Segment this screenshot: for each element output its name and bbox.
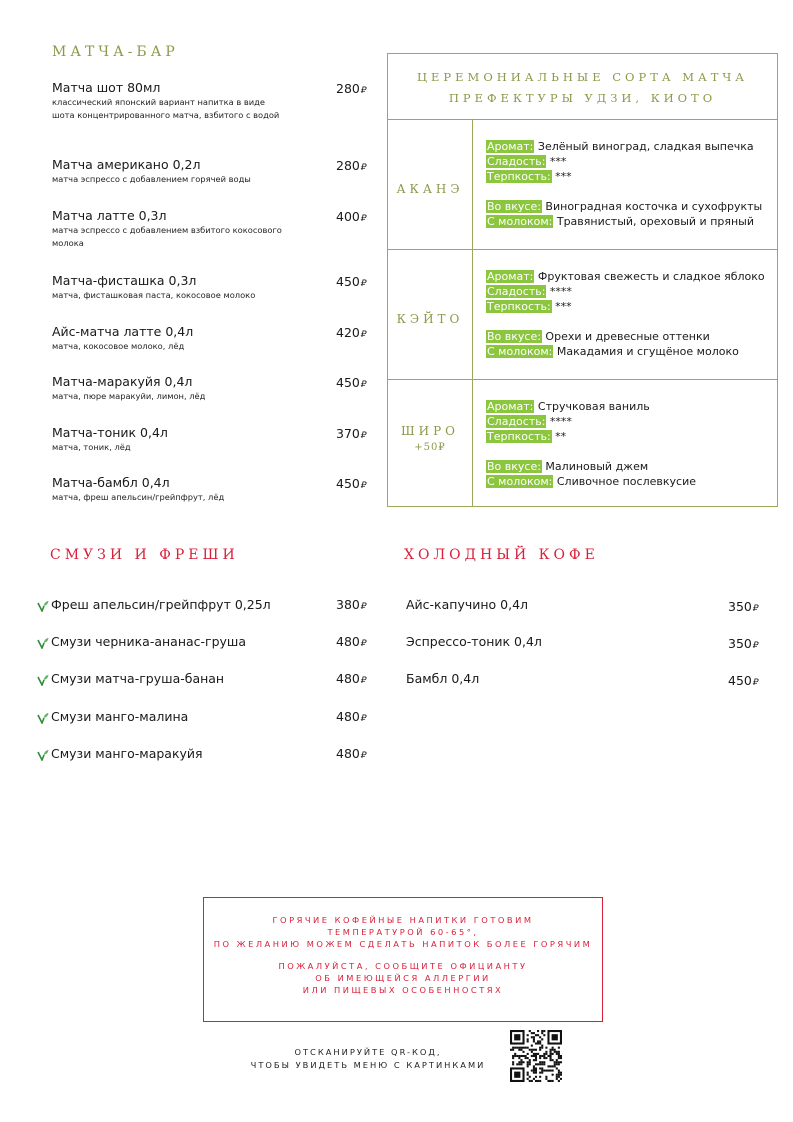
coffee-name: Бамбл 0,4л [406, 671, 480, 686]
item-description: матча эспрессо с добавлением взбитого кокосового молока [52, 225, 282, 248]
with-milk [486, 474, 696, 489]
matcha-item [52, 475, 372, 504]
item-price: 280₽ [336, 158, 367, 173]
item-price: 450₽ [336, 476, 367, 491]
currency-sign: ₽ [360, 279, 367, 289]
item-description: матча, тоник, лёд [52, 442, 131, 452]
smoothie-price: 480₽ [336, 709, 367, 724]
item-price: 450₽ [336, 274, 367, 289]
with-milk [486, 214, 762, 229]
coffee-price: 350₽ [728, 599, 759, 614]
matcha-bar-title: МАТЧА-БАР [52, 44, 179, 60]
sweetness-label: Сладость: [487, 285, 546, 298]
astringency-value: *** [551, 170, 572, 183]
taste [486, 329, 765, 344]
aroma-label: Аромат: [487, 140, 534, 153]
currency-sign: ₽ [360, 714, 367, 724]
sort-name: ШИРО [400, 424, 460, 438]
aroma-label: Аромат: [487, 400, 534, 413]
item-name: Матча-тоник 0,4л [52, 425, 168, 440]
matcha-item [52, 157, 372, 186]
matcha-item [52, 374, 372, 403]
vegan-leaf-icon [37, 674, 49, 686]
taste-label: Во вкусе: [487, 330, 541, 343]
item-description: матча, фреш апельсин/грейпфрут, лёд [52, 492, 225, 502]
taste [486, 459, 696, 474]
coffee-price: 450₽ [728, 673, 759, 688]
item-name: Матча-бамбл 0,4л [52, 475, 170, 490]
item-description: матча, кокосовое молоко, лёд [52, 341, 185, 351]
notice-line: ПО ЖЕЛАНИЮ МОЖЕМ СДЕЛАТЬ НАПИТОК БОЛЕЕ ГОРЯЧИМ [213, 939, 593, 949]
matcha-item [52, 425, 372, 454]
astringency [486, 299, 765, 314]
astringency-label: Терпкость: [487, 300, 551, 313]
taste [486, 199, 762, 214]
with-milk-label: С молоком: [487, 475, 553, 488]
notice-line: ГОРЯЧИЕ КОФЕЙНЫЕ НАПИТКИ ГОТОВИМ [272, 915, 534, 925]
item-price: 280₽ [336, 81, 367, 96]
smoothie-price: 480₽ [336, 746, 367, 761]
astringency [486, 169, 762, 184]
qr-caption [243, 1046, 493, 1072]
with-milk-value: Макадамия и сгущёное молоко [553, 345, 739, 358]
taste-label: Во вкусе: [487, 460, 541, 473]
currency-sign: ₽ [360, 481, 367, 491]
ceremonial-sort-row [388, 120, 777, 249]
sweetness-label: Сладость: [487, 155, 546, 168]
item-name: Матча-маракуйя 0,4л [52, 374, 193, 389]
coffee-price: 350₽ [728, 636, 759, 651]
aroma-label: Аромат: [487, 270, 534, 283]
coffee-name: Айс-капучино 0,4л [406, 597, 529, 612]
taste-value: Орехи и древесные оттенки [541, 330, 710, 343]
sort-description [486, 139, 762, 229]
smoothie-price: 480₽ [336, 634, 367, 649]
sweetness-value: **** [546, 415, 572, 428]
with-milk [486, 344, 765, 359]
with-milk-value: Травянистый, ореховый и пряный [553, 215, 755, 228]
matcha-item [52, 324, 372, 353]
item-description: матча, пюре маракуйи, лимон, лёд [52, 391, 206, 401]
aroma [486, 139, 762, 154]
aroma-value: Стручковая ваниль [534, 400, 650, 413]
matcha-item [52, 80, 372, 122]
vegan-leaf-icon [37, 712, 49, 724]
qr-caption-line1: ОТСКАНИРУЙТЕ QR-КОД, [294, 1047, 442, 1057]
currency-sign: ₽ [360, 602, 367, 612]
ceremonial-sort-row [388, 379, 777, 507]
smoothies-title: СМУЗИ И ФРЕШИ [50, 547, 239, 563]
item-price: 420₽ [336, 325, 367, 340]
sweetness [486, 414, 696, 429]
currency-sign: ₽ [360, 214, 367, 224]
aroma-value: Зелёный виноград, сладкая выпечка [534, 140, 754, 153]
sweetness-label: Сладость: [487, 415, 546, 428]
item-name: Матча шот 80мл [52, 80, 161, 95]
sort-name-cell [388, 120, 473, 249]
ceremonial-title-line1: ЦЕРЕМОНИАЛЬНЫЕ СОРТА МАТЧА [416, 70, 749, 84]
currency-sign: ₽ [752, 604, 759, 614]
astringency-value: ** [551, 430, 567, 443]
vegan-leaf-icon [37, 600, 49, 612]
currency-sign: ₽ [360, 751, 367, 761]
taste-value: Малиновый джем [541, 460, 649, 473]
aroma-value: Фруктовая свежесть и сладкое яблоко [534, 270, 765, 283]
astringency-value: *** [551, 300, 572, 313]
sort-name: АКАНЭ [396, 182, 464, 196]
hot-drinks-notice [204, 914, 602, 950]
coffee-name: Эспрессо-тоник 0,4л [406, 634, 542, 649]
currency-sign: ₽ [360, 163, 367, 173]
aroma [486, 399, 696, 414]
notice-line: ТЕМПЕРАТУРОЙ 60-65°, [327, 927, 479, 937]
astringency [486, 429, 696, 444]
notice-line: ИЛИ ПИЩЕВЫХ ОСОБЕННОСТЯХ [302, 985, 504, 995]
sweetness [486, 284, 765, 299]
astringency-label: Терпкость: [487, 170, 551, 183]
currency-sign: ₽ [360, 431, 367, 441]
smoothie-name: Смузи матча-груша-банан [51, 671, 225, 686]
item-price: 400₽ [336, 209, 367, 224]
aroma [486, 269, 765, 284]
item-description: матча эспрессо с добавлением горячей воды [52, 174, 251, 184]
smoothie-name: Смузи черника-ананас-груша [51, 634, 247, 649]
item-price: 370₽ [336, 426, 367, 441]
qr-code-icon[interactable] [510, 1030, 562, 1082]
ceremonial-header [388, 54, 777, 120]
item-description: матча, фисташковая паста, кокосовое молоко [52, 290, 256, 300]
qr-caption-line2: ЧТОБЫ УВИДЕТЬ МЕНЮ С КАРТИНКАМИ [250, 1060, 486, 1070]
notice-line: ОБ ИМЕЮЩЕЙСЯ АЛЛЕРГИИ [315, 973, 491, 983]
currency-sign: ₽ [360, 676, 367, 686]
sort-surcharge: +50₽ [414, 442, 446, 453]
astringency-label: Терпкость: [487, 430, 551, 443]
taste-value: Виноградная косточка и сухофрукты [541, 200, 763, 213]
taste-label: Во вкусе: [487, 200, 541, 213]
item-description: классический японский вариант напитка в виде шота концентрированного матча, взбитого с водой [52, 97, 280, 120]
notice-box [203, 897, 603, 1022]
item-name: Айс-матча латте 0,4л [52, 324, 194, 339]
vegan-leaf-icon [37, 749, 49, 761]
sweetness [486, 154, 762, 169]
sweetness-value: *** [546, 155, 567, 168]
with-milk-value: Сливочное послевкусие [553, 475, 696, 488]
currency-sign: ₽ [752, 641, 759, 651]
sort-description [486, 269, 765, 359]
item-name: Матча американо 0,2л [52, 157, 201, 172]
sort-name: КЭЙТО [396, 312, 464, 326]
matcha-item [52, 273, 372, 302]
item-name: Матча-фисташка 0,3л [52, 273, 197, 288]
currency-sign: ₽ [752, 678, 759, 688]
currency-sign: ₽ [360, 330, 367, 340]
vegan-leaf-icon [37, 637, 49, 649]
item-name: Матча латте 0,3л [52, 208, 167, 223]
sort-name-cell [388, 250, 473, 379]
with-milk-label: С молоком: [487, 215, 553, 228]
currency-sign: ₽ [360, 639, 367, 649]
smoothie-name: Смузи манго-малина [51, 709, 189, 724]
matcha-item [52, 208, 372, 250]
currency-sign: ₽ [360, 86, 367, 96]
ceremonial-sorts-box [387, 53, 778, 507]
ceremonial-sort-row [388, 249, 777, 379]
cold-coffee-title: ХОЛОДНЫЙ КОФЕ [404, 547, 599, 563]
sweetness-value: **** [546, 285, 572, 298]
smoothie-price: 380₽ [336, 597, 367, 612]
allergy-notice [204, 960, 602, 996]
currency-sign: ₽ [360, 380, 367, 390]
smoothie-name: Фреш апельсин/грейпфрут 0,25л [51, 597, 271, 612]
sort-name-cell [388, 380, 473, 507]
item-price: 450₽ [336, 375, 367, 390]
with-milk-label: С молоком: [487, 345, 553, 358]
smoothie-price: 480₽ [336, 671, 367, 686]
ceremonial-title-line2: ПРЕФЕКТУРЫ УДЗИ, КИОТО [448, 91, 717, 105]
sort-description [486, 399, 696, 489]
notice-line: ПОЖАЛУЙСТА, СООБЩИТЕ ОФИЦИАНТУ [278, 961, 528, 971]
smoothie-name: Смузи манго-маракуйя [51, 746, 203, 761]
